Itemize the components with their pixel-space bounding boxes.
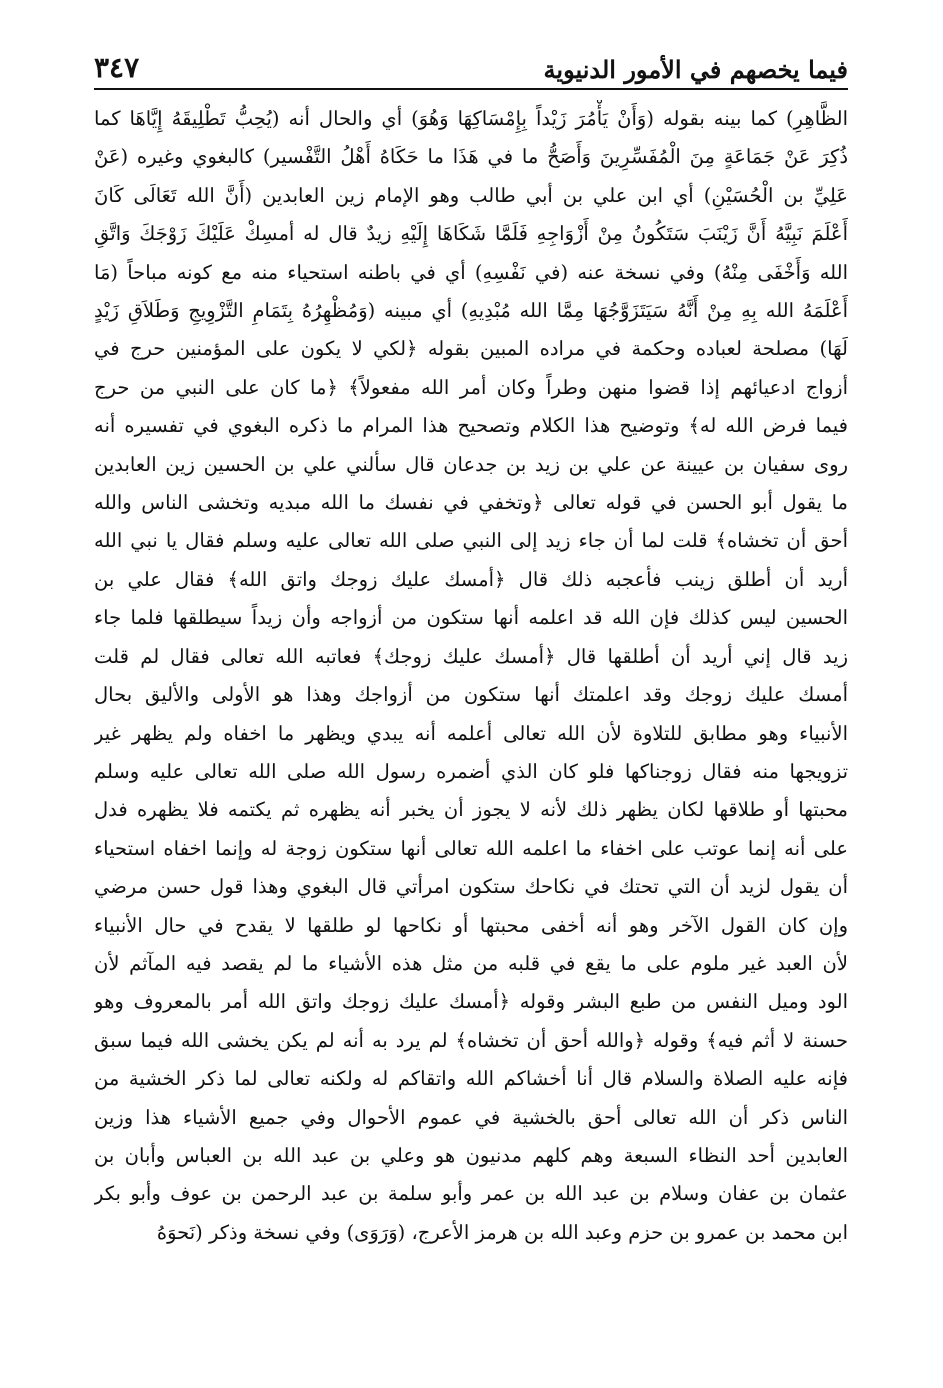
text-line: عثمان بن عفان وسلام بن عبد الله بن عمر وأبو سلمة بن عبد الرحمن بن عوف وأبو بكر [94, 1182, 848, 1206]
text-line: تزويجها منه فقال زوجناكها فلو كان الذي أضمره رسول الله صلى الله تعالى عليه وسلم [94, 759, 848, 783]
text-line: ابن محمد بن عمرو بن حزم وعبد الله بن هرمز الأعرج، (وَرَوَى) وفي نسخة وذكر (نَحوَهُ [156, 1220, 848, 1244]
text-line: ذُكِرَ عَنْ جَمَاعَةٍ مِنَ الْمُفَسِّرِينَ وَأَصَحُّ ما في هَذَا ما حَكَاهُ أَهْلُ التَّفْسير) كالبغوي وغيره (عَنْ [94, 145, 848, 169]
body-text [94, 100, 848, 1252]
text-line: الحسين ليس كذلك فإن الله قد اعلمه أنها ستكون من أزواجه وأن زيداً سيطلقها فلما جاء [94, 606, 848, 630]
text-line: أحق أن تخشاه﴾ قلت لما أن جاء زيد إلى النبي صلى الله تعالى عليه وسلم فقال يا نبي الله [94, 529, 848, 553]
text-line: محبتها أو طلاقها لكان يظهر ذلك لأنه لا يجوز أن يخبر أنه يظهره ثم يكتمه فلا يظهره فدل [94, 798, 848, 822]
text-line: أريد أن أطلق زينب فأعجبه ذلك قال ﴿أمسك عليك زوجك واتق الله﴾ فقال علي بن [94, 567, 848, 591]
text-line: فيما فرض الله له﴾ وتوضيح هذا الكلام وتصحيح هذا المرام ما ذكره البغوي في تفسيره أنه [94, 414, 848, 438]
text-line: الظَّاهِرِ) كما بينه بقوله (وَأَنْ يَأْمُرَ زَيْداً بِإِمْسَاكِهَا وَهُوَ) أي والحال أنه (يُحِبُّ تَطْلِيقَهُ إِيَّاهَا كما [94, 107, 848, 130]
text-line: أَعْلَمَ نَبِيَّهُ أَنَّ زَيْنَبَ سَتَكُونُ مِنْ أَزْوَاجِهِ فَلَمَّا شَكَاهَا إِلَيْهِ زيدٌ قال له أمسِكْ عَلَيْكَ زَوْجَكَ وَاتَّقِ [94, 222, 848, 246]
text-line: وإن كان القول الآخر وهو أنه أخفى محبتها أو نكاحها لو طلقها لا يقدح في حال الأنبياء [94, 913, 848, 937]
page-header [94, 38, 848, 90]
text-line: لَهَا) مصلحة لعباده وحكمة في مراده المبين بقوله ﴿لكي لا يكون على المؤمنين حرج في [94, 337, 848, 361]
text-line: لأن العبد غير ملوم على ما يقع في قلبه من مثل هذه الأشياء ما لم يقصد فيه المآثم لأن [94, 951, 848, 975]
text-line: أزواج ادعيائهم إذا قضوا منهن وطراً وكان أمر الله مفعولاً﴾ ﴿ما كان على النبي من حرج [94, 375, 848, 399]
text-line: أمسك عليك زوجك وقد اعلمتك أنها ستكون من أزواجك وهذا هو الأولى والأليق بحال [94, 683, 848, 707]
text-line: العابدين أحد النظاء السبعة وهم كلهم مدنيون هو وعلي بن عبد الله بن العباس وأبان بن [94, 1143, 848, 1167]
text-line: عَلِيِّ بن الْحُسَيْنِ) أي ابن علي بن أبي طالب وهو الإمام زين العابدين (أَنَّ الله تَعَالَى كَانَ [94, 183, 848, 207]
text-line: أن يقول لزيد أن التي تحتك في نكاحك ستكون امرأتي قال البغوي وهذا قول حسن مرضي [94, 875, 848, 899]
text-line: زيد قال إني أريد أن أطلقها قال ﴿أمسك عليك زوجك﴾ فعاتبه الله تعالى فقال لم قلت [94, 644, 848, 668]
text-line: الأنبياء وهو مطابق للتلاوة لأن الله تعالى أعلمه أنه يبدي ويظهر ما اخفاه ولم يظهر غير [94, 721, 848, 745]
text-line: ما يقول أبو الحسن في قوله تعالى ﴿وتخفي في نفسك ما الله مبديه وتخشى الناس والله [94, 491, 848, 515]
text-line: فإنه عليه الصلاة والسلام قال أنا أخشاكم الله واتقاكم له ولكنه تعالى لما ذكر الخشية من [94, 1067, 848, 1091]
text-line: روى سفيان بن عيينة عن علي بن زيد بن جدعان قال سألني علي بن الحسين زين العابدين [94, 452, 848, 476]
text-line: على أنه إنما عوتب على اخفاء ما اعلمه الله تعالى أنها ستكون زوجة له وإنما اخفاه استحياء [94, 836, 848, 860]
text-line: أَعْلَمَهُ الله بِهِ مِنْ أَنَّهُ سَيَتَزَوَّجُهَا مِمَّا الله مُبْدِيهِ) أي مبينه (وَمُظْهِرُهُ بِتَمَامِ التَّزْوِيجِ وَطَلاَقِ زَيْدٍ [94, 299, 848, 323]
page-number: ٣٤٧ [94, 51, 140, 84]
text-line: الود وميل النفس من طبع البشر وقوله ﴿أمسك عليك زوجك واتق الله أمر بالمعروف وهو [94, 990, 848, 1014]
text-line: الله وَأَخْفَى مِنْهُ) وفي نسخة عنه (في نَفْسِهِ) أي في باطنه استحياء منه مع كونه مباحاً (مَا [94, 260, 848, 284]
text-line: الناس ذكر أن الله تعالى أحق بالخشية في عموم الأحوال وفي جميع الأشياء هذا وزين [94, 1105, 848, 1129]
book-page [94, 38, 848, 1358]
text-line: حسنة لا أثم فيه﴾ وقوله ﴿والله أحق أن تخشاه﴾ لم يرد به أنه لم يكن يخشى الله فيما سبق [94, 1028, 848, 1052]
running-title: فيما يخصهم في الأمور الدنيوية [543, 55, 848, 84]
